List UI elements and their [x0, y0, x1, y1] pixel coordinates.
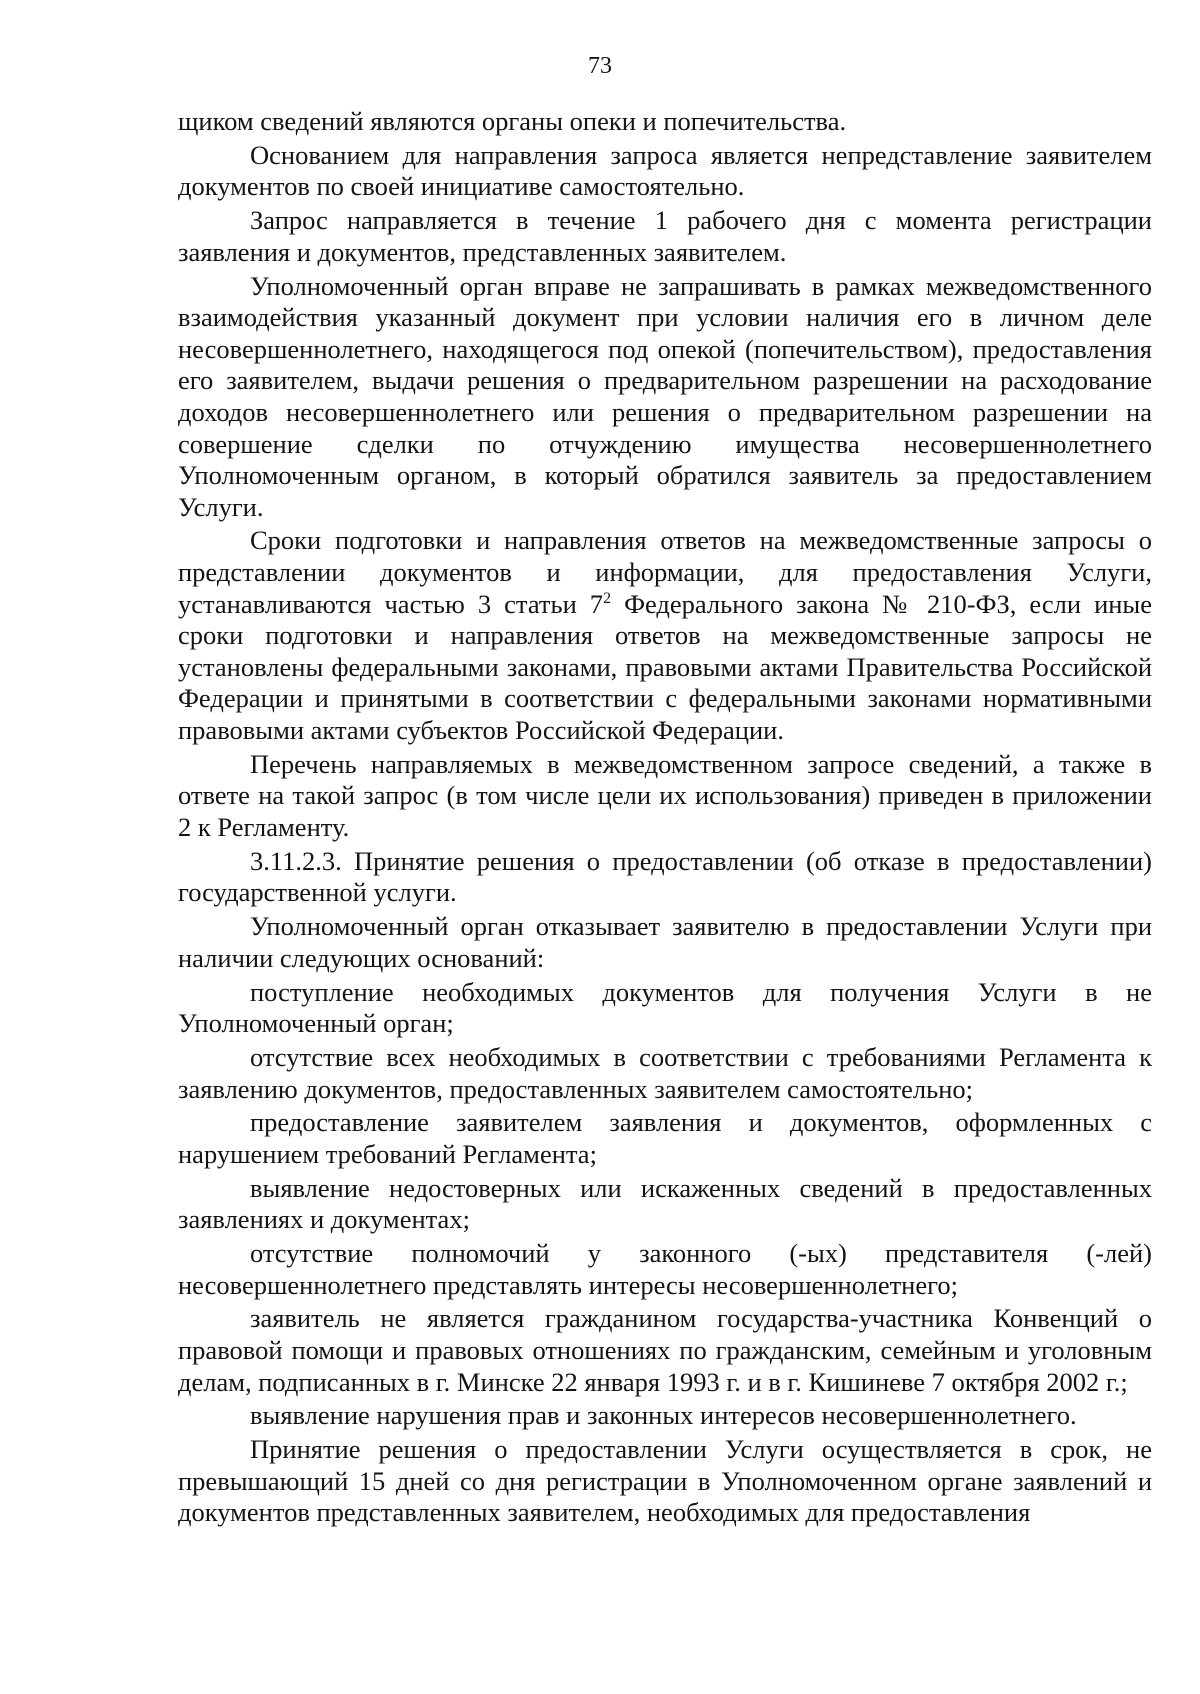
list-item: отсутствие полномочий у законного (-ых) представителя (-лей) несовершеннолетнего представлять интересы несовершеннолетнего;	[178, 1238, 1152, 1300]
paragraph: Запрос направляется в течение 1 рабочего дня с момента регистрации заявления и документов, представленных заявителем.	[178, 205, 1152, 267]
superscript: 2	[603, 589, 612, 607]
body-text	[178, 106, 1152, 1529]
list-item: предоставление заявителем заявления и документов, оформленных с нарушением требований Регламента;	[178, 1107, 1152, 1169]
list-item: выявление недостоверных или искаженных сведений в предоставленных заявлениях и документах;	[178, 1172, 1152, 1235]
list-item: отсутствие всех необходимых в соответствии с требованиями Регламента к заявлению документов, предоставленных заявителем самостоятельно;	[178, 1041, 1152, 1104]
paragraph: Уполномоченный орган вправе не запрашивать в рамках межведомственного взаимодействия указанный документ при условии наличия его в личном деле несовершеннолетнего, находящегося под опекой (попечительством), предоставления его заявителем, выдачи решения о предварительном разрешении на расходование доходов несовершеннолетнего или решения о предварительном разрешении на совершение сделки по отчуждению имущества несовершеннолетнего Уполномоченным органом, в который обратился заявитель за предоставлением Услуги.	[178, 270, 1152, 522]
paragraph: Перечень направляемых в межведомственном запросе сведений, а также в ответе на такой запрос (в том числе цели их использования) приведен в приложении 2 к Регламенту.	[178, 748, 1152, 842]
paragraph: Принятие решения о предоставлении Услуги осуществляется в срок, не превышающий 15 дней со дня регистрации в Уполномоченном органе заявлений и документов представленных заявителем, необходимых для предоставления	[178, 1434, 1152, 1528]
paragraph-text: Сроки подготовки и направления ответов на межведомственные запросы о представлении документов и информации, для предоставления Услуги, устанавливаются частью 3 статьи 7	[178, 525, 1152, 619]
paragraph: Основанием для направления запроса является непредставление заявителем документов по своей инициативе самостоятельно.	[178, 139, 1152, 202]
paragraph-text: Федерального закона № 210-ФЗ, если иные сроки подготовки и направления ответов на межведомственные запросы не установлены федеральными законами, правовыми актами Правительства Российской Федерации и принятыми в соответствии с федеральными законами нормативными правовыми актами субъектов Российской Федерации.	[178, 588, 1152, 746]
section-heading: 3.11.2.3. Принятие решения о предоставлении (об отказе в предоставлении) государственной услуги.	[178, 845, 1152, 908]
list-item: выявление нарушения прав и законных интересов несовершеннолетнего.	[250, 1400, 1077, 1431]
list-item: поступление необходимых документов для получения Услуги в не Уполномоченный орган;	[178, 976, 1152, 1039]
page-number: 73	[588, 53, 612, 79]
paragraph	[178, 525, 1152, 746]
paragraph: щиком сведений являются органы опеки и попечительства.	[178, 106, 847, 136]
paragraph: Уполномоченный орган отказывает заявителю в предоставлении Услуги при наличии следующих оснований:	[178, 911, 1152, 973]
list-item: заявитель не является гражданином государства-участника Конвенций о правовой помощи и правовых отношениях по гражданским, семейным и уголовным делам, подписанных в г. Минске 22 января 1993 г. и в г. Кишиневе 7 октября 2002 г.;	[178, 1303, 1152, 1397]
